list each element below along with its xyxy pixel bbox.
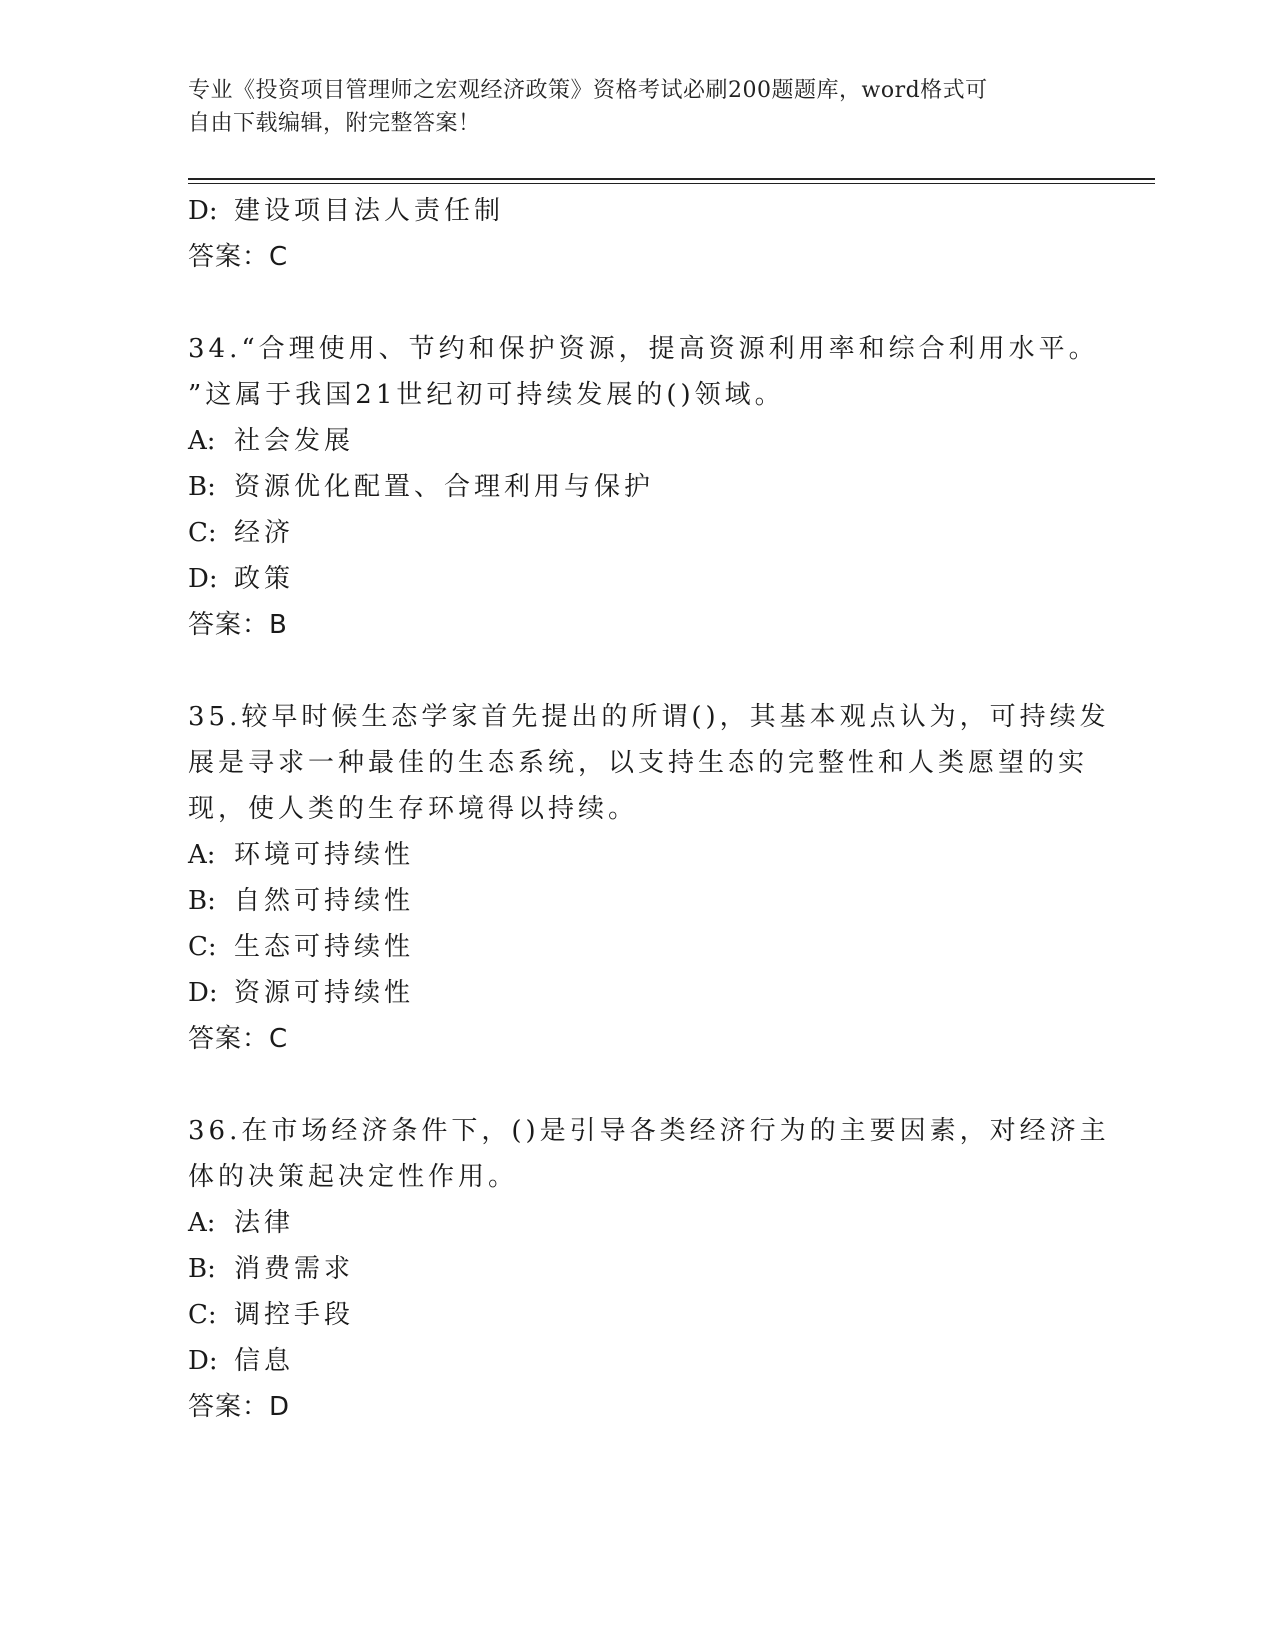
question-stem-line: 体的决策起决定性作用。 — [188, 1162, 519, 1192]
question-35 — [188, 694, 1110, 1062]
page-header — [188, 74, 1068, 140]
question-34 — [188, 326, 1099, 648]
option-label: D: — [188, 978, 218, 1008]
option-text: 自然可持续性 — [234, 886, 415, 916]
option-label: D: — [188, 1346, 218, 1376]
option-text: 环境可持续性 — [234, 840, 415, 870]
option-label: B: — [188, 1254, 216, 1284]
option-text: 消费需求 — [234, 1254, 355, 1284]
question-stem-line: 34.“合理使用、节约和保护资源，提高资源利用率和综合利用水平。 — [188, 334, 1099, 364]
option-label: D: — [188, 196, 218, 226]
question-content — [188, 188, 1110, 1430]
answer: 答案：B — [188, 610, 288, 640]
question-stem-line: 35.较早时候生态学家首先提出的所谓()，其基本观点认为，可持续发 — [188, 702, 1110, 732]
option-text: 政策 — [234, 564, 295, 594]
prev-option-d — [188, 188, 1088, 234]
option-label: A: — [188, 840, 216, 870]
spacer — [188, 1062, 1088, 1108]
option-a — [188, 1200, 1088, 1246]
option-d — [188, 970, 1088, 1016]
option-a — [188, 832, 1088, 878]
question-36 — [188, 1108, 1110, 1430]
question-stem-line: 现，使人类的生存环境得以持续。 — [188, 794, 639, 824]
option-label: C: — [188, 932, 217, 962]
spacer — [188, 280, 1088, 326]
option-text: 社会发展 — [234, 426, 355, 456]
option-label: B: — [188, 472, 216, 502]
option-text: 建设项目法人责任制 — [234, 196, 505, 226]
option-d — [188, 556, 1088, 602]
option-text: 生态可持续性 — [234, 932, 415, 962]
option-a — [188, 418, 1088, 464]
option-b — [188, 878, 1088, 924]
option-b — [188, 1246, 1088, 1292]
option-text: 信息 — [234, 1346, 295, 1376]
header-line-2: 自由下载编辑，附完整答案！ — [188, 111, 481, 136]
question-stem-line: 36.在市场经济条件下，()是引导各类经济行为的主要因素，对经济主 — [188, 1116, 1110, 1146]
option-c — [188, 510, 1088, 556]
option-text: 调控手段 — [234, 1300, 355, 1330]
option-label: A: — [188, 426, 216, 456]
option-text: 经济 — [234, 518, 295, 548]
answer: 答案：C — [188, 1024, 289, 1054]
option-b — [188, 464, 1088, 510]
option-label: C: — [188, 518, 217, 548]
option-c — [188, 924, 1088, 970]
option-label: B: — [188, 886, 216, 916]
option-label: C: — [188, 1300, 217, 1330]
question-stem-line: 展是寻求一种最佳的生态系统，以支持生态的完整性和人类愿望的实 — [188, 748, 1089, 778]
option-text: 资源可持续性 — [234, 978, 415, 1008]
option-text: 法律 — [234, 1208, 295, 1238]
spacer — [188, 648, 1088, 694]
option-label: A: — [188, 1208, 216, 1238]
option-d — [188, 1338, 1088, 1384]
answer: 答案：D — [188, 1392, 291, 1422]
header-rule-thin — [188, 183, 1155, 184]
option-label: D: — [188, 564, 218, 594]
question-stem-line: ”这属于我国21世纪初可持续发展的()领域。 — [188, 380, 785, 410]
option-c — [188, 1292, 1088, 1338]
option-text: 资源优化配置、合理利用与保护 — [234, 472, 655, 502]
header-rule-thick — [188, 178, 1155, 180]
header-line-1: 专业《投资项目管理师之宏观经济政策》资格考试必刷200题题库，word格式可 — [188, 78, 988, 103]
prev-answer: 答案：C — [188, 242, 289, 272]
